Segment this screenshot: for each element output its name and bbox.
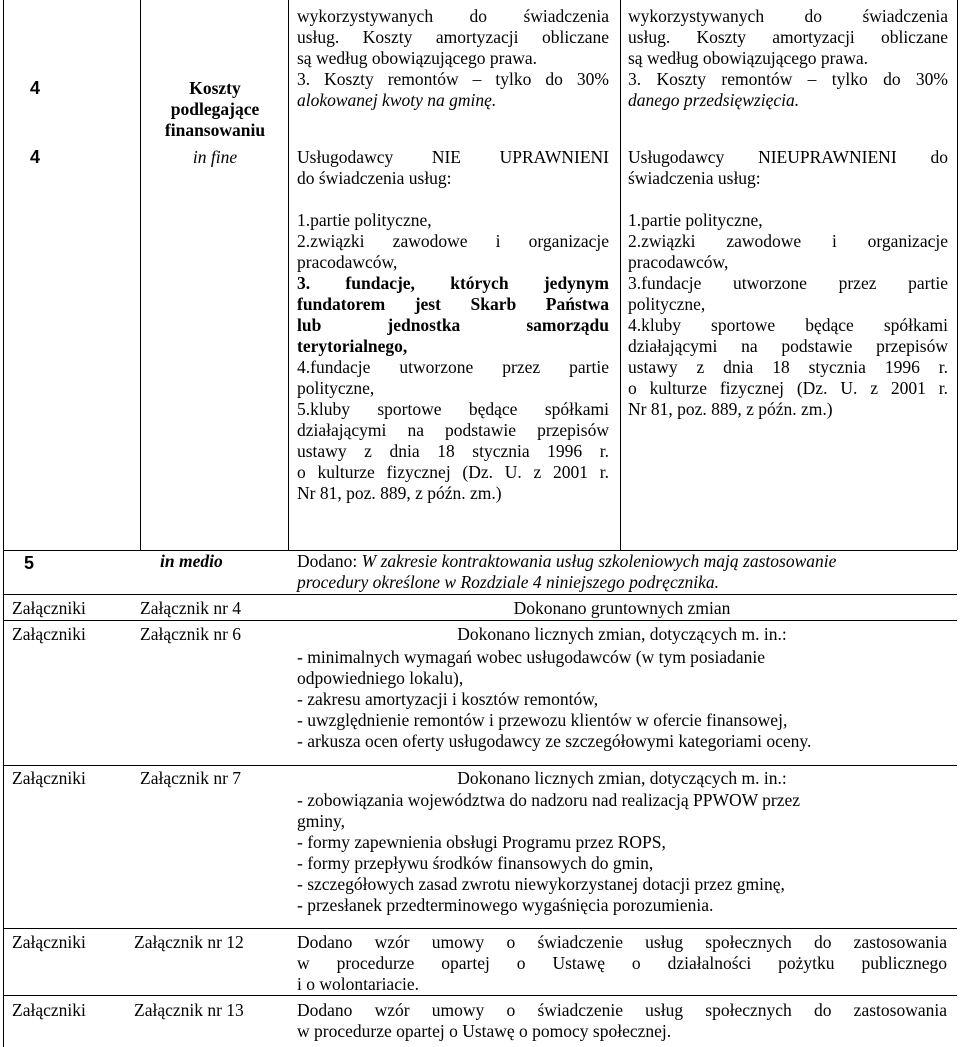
list-item: - przesłanek przedterminowego wygaśnięcia porozumienia. xyxy=(297,895,714,915)
row-divider xyxy=(3,928,957,929)
old-text-cell xyxy=(297,6,609,111)
change-prefix: Dodano: xyxy=(297,551,362,571)
text-line: Nr 81, poz. 889, z późn. zm.) xyxy=(297,483,502,503)
text-line: usług. Koszty amortyzacji obliczane xyxy=(628,27,948,47)
list-item: - formy przepływu środków finansowych do gmin, xyxy=(297,853,654,873)
text-line: Nr 81, poz. 889, z późn. zm.) xyxy=(628,399,833,419)
section-label: Załączniki xyxy=(12,1000,86,1020)
table-divider-col2 xyxy=(288,0,289,550)
table-border-right xyxy=(957,0,958,550)
old-text-cell xyxy=(297,147,609,504)
text-line: 5.kluby sportowe będące spółkami xyxy=(297,399,609,419)
text-line: są według obowiązującego prawa. xyxy=(297,48,538,68)
list-item: - formy zapewnienia obsługi Programu przez ROPS, xyxy=(297,832,666,852)
row-number: 4 xyxy=(30,147,41,167)
row-divider xyxy=(3,594,957,595)
list-item: gminy, xyxy=(297,811,345,831)
text-line: wykorzystywanych do świadczenia xyxy=(628,6,948,26)
table-border-left xyxy=(3,0,4,1047)
table-divider-col3 xyxy=(620,0,621,550)
list-item: odpowiedniego lokalu), xyxy=(297,668,464,688)
row-label-line: finansowaniu xyxy=(164,120,266,140)
text-line: 3. Koszty remontów – tylko do 30% xyxy=(628,69,948,89)
change-description xyxy=(297,551,947,593)
list-item: - uwzględnienie remontów i przewozu klientów w ofercie finansowej, xyxy=(297,710,788,730)
text-line: o kulturze fizycznej (Dz. U. z 2001 r. xyxy=(628,378,948,398)
annex-label: Załącznik nr 12 xyxy=(134,932,244,952)
text-line: 3. fundacje, których jedynym xyxy=(297,273,609,293)
section-label: Załączniki xyxy=(12,932,86,952)
new-text-cell xyxy=(628,6,948,111)
text-line: polityczne, xyxy=(297,378,375,398)
change-heading: Dokonano licznych zmian, dotyczących m. in.: xyxy=(457,624,787,644)
change-text xyxy=(297,1000,947,1042)
row-label xyxy=(145,78,285,141)
text-line: ustawy z dnia 18 stycznia 1996 r. xyxy=(628,357,948,377)
text-line: ustawy z dnia 18 stycznia 1996 r. xyxy=(297,441,609,461)
table-divider-col1 xyxy=(140,0,141,550)
text-line: fundatorem jest Skarb Państwa xyxy=(297,294,609,314)
row-divider xyxy=(3,995,957,996)
text-line: 2.związki zawodowe i organizacje xyxy=(297,231,609,251)
change-list xyxy=(297,647,947,752)
text-line: 4.fundacje utworzone przez partie xyxy=(297,357,609,377)
text-line: terytorialnego, xyxy=(297,336,408,356)
text-line: do świadczenia usług: xyxy=(297,168,452,188)
change-list xyxy=(297,790,947,916)
text-line xyxy=(628,189,948,210)
list-item: - zobowiązania województwa do nadzoru nad realizacją PPWOW przez xyxy=(297,790,801,810)
text-line: danego przedsięwzięcia. xyxy=(628,90,800,110)
text-line: działającymi na podstawie przepisów xyxy=(297,420,609,440)
annex-label: Załącznik nr 7 xyxy=(140,768,242,788)
section-label: Załączniki xyxy=(12,598,86,618)
annex-label: Załącznik nr 4 xyxy=(140,598,242,618)
text-line: Usługodawcy NIEUPRAWNIENI do xyxy=(628,147,948,167)
text-line: Dodano wzór umowy o świadczenie usług społecznych do zastosowania xyxy=(297,1000,947,1020)
row-number: 5 xyxy=(24,553,35,573)
annex-label: Załącznik nr 13 xyxy=(134,1000,244,1020)
text-line: 3. Koszty remontów – tylko do 30% xyxy=(297,69,609,89)
row-label-line: Koszty xyxy=(189,78,241,98)
section-label: Załączniki xyxy=(12,624,86,644)
text-line: działającymi na podstawie przepisów xyxy=(628,336,948,356)
row-number: 4 xyxy=(30,78,41,98)
row-divider xyxy=(3,620,957,621)
text-line: 1.partie polityczne, xyxy=(628,210,763,230)
text-line: świadczenia usług: xyxy=(628,168,761,188)
new-text-cell xyxy=(628,147,948,420)
text-line: Dodano wzór umowy o świadczenie usług społecznych do zastosowania xyxy=(297,932,947,952)
text-line: Usługodawcy NIE UPRAWNIENI xyxy=(297,147,609,167)
text-line: 1.partie polityczne, xyxy=(297,210,432,230)
text-line: pracodawców, xyxy=(297,252,398,272)
change-heading: Dokonano licznych zmian, dotyczących m. in.: xyxy=(457,768,787,788)
change-text: W zakresie kontraktowania usług szkoleniowych mają zastosowanie xyxy=(361,551,837,571)
text-line: i o wolontariacie. xyxy=(297,974,419,994)
text-line: 3.fundacje utworzone przez partie xyxy=(628,273,948,293)
section-label: Załączniki xyxy=(12,768,86,788)
text-line: pracodawców, xyxy=(628,252,729,272)
text-line: o kulturze fizycznej (Dz. U. z 2001 r. xyxy=(297,462,609,482)
text-line: 4.kluby sportowe będące spółkami xyxy=(628,315,948,335)
change-heading: Dokonano gruntownych zmian xyxy=(513,598,731,618)
change-text: procedury określone w Rozdziale 4 niniejszego podręcznika. xyxy=(297,572,720,592)
annex-label: Załącznik nr 6 xyxy=(140,624,242,644)
change-text xyxy=(297,932,947,995)
text-line xyxy=(297,189,609,210)
text-line: polityczne, xyxy=(628,294,706,314)
text-line: lub jednostka samorządu xyxy=(297,315,609,335)
text-line: wykorzystywanych do świadczenia xyxy=(297,6,609,26)
text-line: alokowanej kwoty na gminę. xyxy=(297,90,497,110)
text-line: w procedurze opartej o Ustawę o działalności pożytku publicznego xyxy=(297,953,947,973)
list-item: - zakresu amortyzacji i kosztów remontów, xyxy=(297,689,599,709)
list-item: - minimalnych wymagań wobec usługodawców (w tym posiadanie xyxy=(297,647,766,667)
row-divider xyxy=(3,765,957,766)
row-label: in fine xyxy=(192,147,238,167)
text-line: są według obowiązującego prawa. xyxy=(628,48,869,68)
text-line: 2.związki zawodowe i organizacje xyxy=(628,231,948,251)
row-label: in medio xyxy=(160,551,223,571)
text-line: w procedurze opartej o Ustawę o pomocy społecznej. xyxy=(297,1021,672,1041)
text-line: usług. Koszty amortyzacji obliczane xyxy=(297,27,609,47)
list-item: - szczegółowych zasad zwrotu niewykorzystanej dotacji przez gminę, xyxy=(297,874,785,894)
row-label-line: podlegające xyxy=(170,99,260,119)
list-item: - arkusza ocen oferty usługodawcy ze szczegółowymi kategoriami oceny. xyxy=(297,731,812,751)
